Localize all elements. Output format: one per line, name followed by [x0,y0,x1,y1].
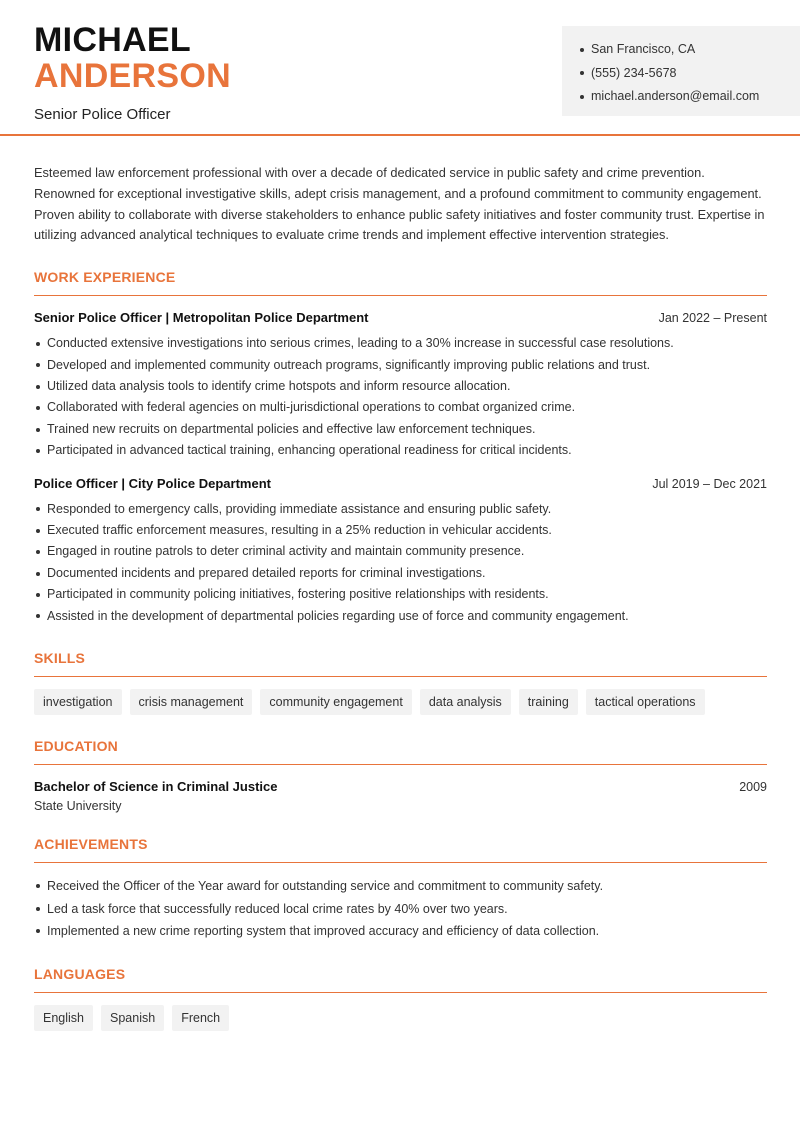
list-item: Participated in advanced tactical training, enhancing operational readiness for critical incidents. [34,440,767,461]
last-name: ANDERSON [34,57,231,95]
contact-phone [580,62,800,86]
skill-chip: data analysis [420,689,511,715]
section-title-education: EDUCATION [34,738,767,765]
list-item: Executed traffic enforcement measures, resulting in a 25% reduction in vehicular accidents. [34,520,767,541]
job-role: Police Officer | City Police Department [34,475,271,491]
skill-chip: tactical operations [586,689,705,715]
section-title-achievements: ACHIEVEMENTS [34,836,767,863]
job-entry [34,310,767,461]
summary: Esteemed law enforcement professional with over a decade of dedicated service in public safety and crime prevention. Renowned for exceptional investigative skills, adept crisis management, and a profound commitment to community engagement. Proven ability to collaborate with diverse stakeholders to enhance public safety initiatives and foster community trust. Expertise in utilizing advanced analytical techniques to evaluate crime trends and implement effective intervention strategies. [34,165,765,243]
bullet-icon [580,95,584,99]
list-item: Utilized data analysis tools to identify crime hotspots and inform resource allocation. [34,376,767,397]
job-entry [34,476,767,627]
bullet-icon [36,593,40,597]
degree: Bachelor of Science in Criminal Justice [34,779,278,795]
job-role: Senior Police Officer | Metropolitan Police Department [34,310,369,326]
contact-location [580,38,800,62]
section-title-experience: WORK EXPERIENCE [34,269,767,296]
contact-box [562,26,800,116]
contact-email [580,85,800,109]
resume-header [0,0,800,136]
language-chip: English [34,1005,93,1031]
job-bullets [34,333,767,461]
section-title-skills: SKILLS [34,650,767,677]
name-block [34,22,231,123]
list-item: Assisted in the development of departmental policies regarding use of force and community engagement. [34,606,767,627]
skill-chip: community engagement [260,689,411,715]
bullet-icon [36,929,40,933]
languages-list [34,1005,767,1031]
job-title: Senior Police Officer [34,106,171,123]
list-item: Implemented a new crime reporting system that improved accuracy and efficiency of data collection. [34,920,767,943]
list-item: Conducted extensive investigations into serious crimes, leading to a 30% increase in successful case resolutions. [34,333,767,354]
phone-text: (555) 234-5678 [591,65,677,80]
list-item: Trained new recruits on departmental policies and effective law enforcement techniques. [34,419,767,440]
list-item: Led a task force that successfully reduced local crime rates by 40% over two years. [34,898,767,921]
list-item: Participated in community policing initiatives, fostering positive relationships with residents. [34,584,767,605]
bullet-icon [36,550,40,554]
section-title-languages: LANGUAGES [34,966,767,993]
bullet-icon [580,48,584,52]
job-dates: Jul 2019 – Dec 2021 [652,476,767,491]
bullet-icon [36,449,40,453]
bullet-icon [580,71,584,75]
first-name: MICHAEL [34,21,191,59]
bullet-icon [36,614,40,618]
list-item: Developed and implemented community outreach programs, significantly improving public relations and trust. [34,355,767,376]
job-dates: Jan 2022 – Present [658,311,767,326]
list-item: Engaged in routine patrols to deter criminal activity and maintain community presence. [34,541,767,562]
skill-chip: training [519,689,578,715]
language-chip: French [172,1005,229,1031]
list-item: Received the Officer of the Year award for outstanding service and commitment to community safety. [34,875,767,898]
school-name: State University [34,799,122,814]
skills-list [34,689,767,715]
bullet-icon [36,428,40,432]
graduation-year: 2009 [739,780,767,795]
bullet-icon [36,385,40,389]
location-text: San Francisco, CA [591,42,696,56]
skill-chip: investigation [34,689,122,715]
education-entry [34,779,767,813]
bullet-icon [36,529,40,533]
job-bullets [34,499,767,627]
list-item: Documented incidents and prepared detailed reports for criminal investigations. [34,563,767,584]
bullet-icon [36,907,40,911]
skill-chip: crisis management [130,689,253,715]
list-item: Responded to emergency calls, providing immediate assistance and ensuring public safety. [34,499,767,520]
bullet-icon [36,342,40,346]
achievements-list [34,875,767,943]
list-item: Collaborated with federal agencies on multi-jurisdictional operations to combat organized crime. [34,397,767,418]
bullet-icon [36,363,40,367]
resume-body [34,163,767,1031]
bullet-icon [36,884,40,888]
bullet-icon [36,572,40,576]
language-chip: Spanish [101,1005,164,1031]
bullet-icon [36,406,40,410]
bullet-icon [36,507,40,511]
email-text: michael.anderson@email.com [591,89,760,103]
